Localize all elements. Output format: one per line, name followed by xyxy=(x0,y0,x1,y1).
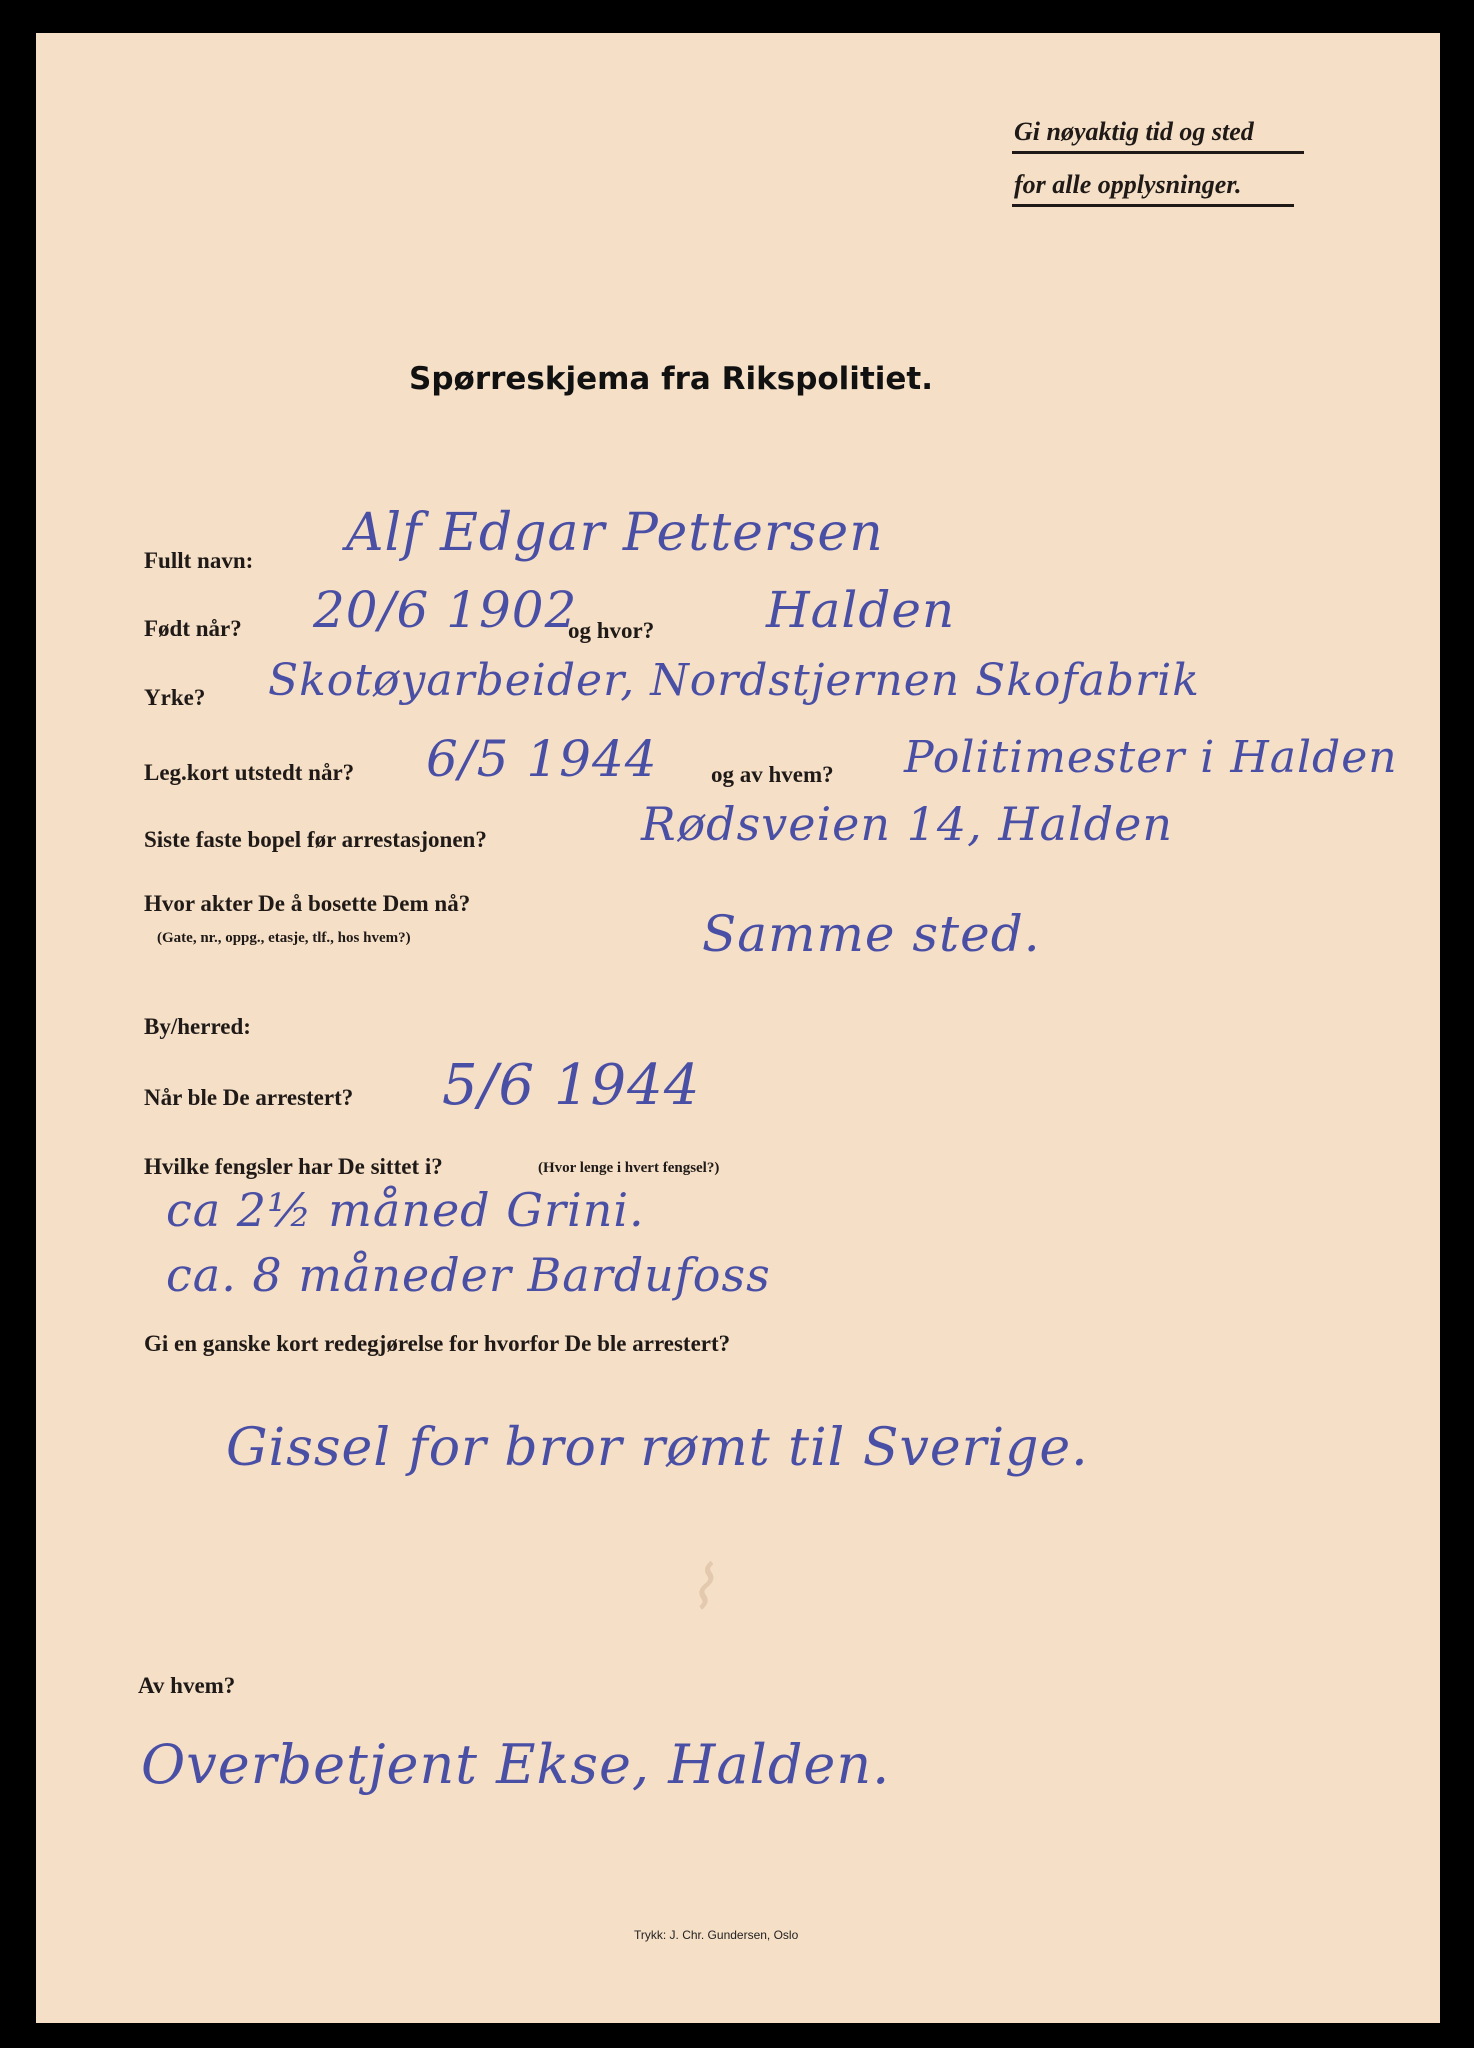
prisons-sublabel: (Hvor lenge i hvert fengsel?) xyxy=(538,1160,720,1176)
id-issued-when-label: Leg.kort utstedt når? xyxy=(144,760,355,785)
full-name-value: Alf Edgar Pettersen xyxy=(346,503,884,563)
id-issued-by-value: Politimester i Halden xyxy=(904,732,1398,783)
settle-where-sublabel: (Gate, nr., oppg., etasje, tlf., hos hvem?) xyxy=(157,930,411,946)
born-when-value: 20/6 1902 xyxy=(313,581,578,639)
by-whom-label: Av hvem? xyxy=(138,1673,236,1698)
header-note-line1: Gi nøyaktig tid og sted xyxy=(1014,117,1254,146)
id-issued-when-value: 6/5 1944 xyxy=(426,730,658,788)
full-name-label: Fullt navn: xyxy=(144,548,254,573)
born-when-label: Født når? xyxy=(144,616,242,641)
prisons-label: Hvilke fengsler har De sittet i? xyxy=(144,1154,443,1179)
last-address-label: Siste faste bopel før arrestasjonen? xyxy=(144,827,487,852)
prison-entry-1: ca 2½ måned Grini. xyxy=(166,1183,645,1237)
header-note-rule2 xyxy=(1012,204,1294,207)
reason-value: Gissel for bror rømt til Sverige. xyxy=(226,1418,1089,1478)
id-issued-by-label: og av hvem? xyxy=(711,762,834,787)
arrest-date-value: 5/6 1944 xyxy=(442,1053,701,1118)
occupation-value: Skotøyarbeider, Nordstjernen Skofabrik xyxy=(268,655,1200,706)
town-label: By/herred: xyxy=(144,1014,251,1039)
settle-where-label: Hvor akter De å bosette Dem nå? xyxy=(144,891,471,916)
born-where-value: Halden xyxy=(766,581,956,639)
prison-entry-2: ca. 8 måneder Bardufoss xyxy=(166,1248,771,1302)
printer-imprint: Trykk: J. Chr. Gundersen, Oslo xyxy=(634,1928,799,1942)
form-title: Spørreskjema fra Rikspolitiet. xyxy=(409,361,934,397)
arrest-date-label: Når ble De arrestert? xyxy=(144,1085,354,1110)
faint-stamp-mark: ⌇ xyxy=(686,1553,716,1623)
header-note-line2: for alle opplysninger. xyxy=(1014,170,1242,199)
by-whom-value: Overbetjent Ekse, Halden. xyxy=(141,1733,891,1796)
occupation-label: Yrke? xyxy=(144,685,206,710)
last-address-value: Rødsveien 14, Halden xyxy=(641,797,1173,851)
header-note-rule1 xyxy=(1012,151,1304,154)
reason-label: Gi en ganske kort redegjørelse for hvorfor De ble arrestert? xyxy=(144,1331,731,1356)
questionnaire-page xyxy=(36,33,1440,2023)
settle-where-value: Samme sted. xyxy=(702,905,1041,963)
born-where-label: og hvor? xyxy=(568,618,655,643)
